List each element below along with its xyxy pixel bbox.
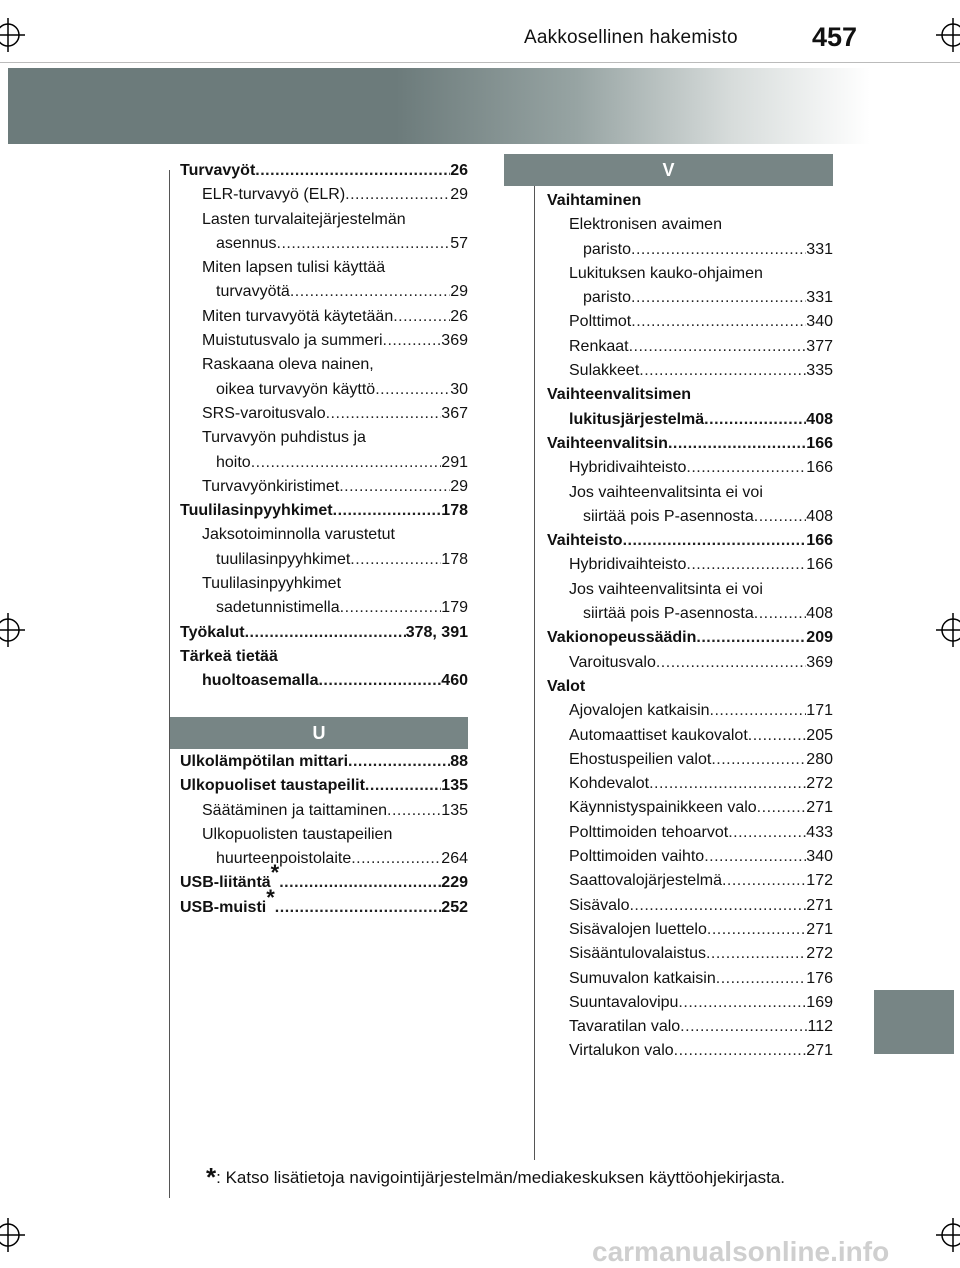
entry-term: SRS-varoitusvalo — [202, 404, 326, 422]
entry-term: Tuulilasinpyyhkimet — [180, 502, 333, 520]
entry-page: 271 — [806, 799, 833, 817]
index-entry — [180, 280, 468, 304]
footnote-star: * — [206, 1162, 217, 1192]
index-entry — [547, 238, 833, 262]
index-entry — [547, 213, 833, 237]
entry-page: 252 — [441, 898, 468, 916]
entry-term: Vakionopeussäädin — [547, 629, 697, 647]
header-divider — [0, 62, 960, 63]
index-entry — [180, 475, 468, 499]
entry-term: Suuntavalovipu — [569, 993, 679, 1011]
leader-dots — [631, 310, 806, 334]
leader-dots — [629, 894, 806, 918]
entry-term: Hybridivaihteisto — [569, 459, 687, 477]
leader-dots — [345, 183, 450, 207]
index-entry — [547, 699, 833, 723]
index-entry — [547, 310, 833, 334]
entry-term: huurteenpoistolaite — [216, 850, 352, 868]
leader-dots — [707, 918, 806, 942]
index-entry — [547, 845, 833, 869]
entry-term: Miten lapsen tulisi käyttää — [202, 259, 386, 277]
entry-page: 369 — [806, 653, 833, 671]
entry-term: siirtää pois P-asennosta — [583, 605, 754, 623]
index-entry — [547, 748, 833, 772]
entry-term: huoltoasemalla — [202, 672, 319, 690]
entry-term: hoito — [216, 453, 251, 471]
entry-term: Vaihtaminen — [547, 192, 642, 209]
crop-mark-bottom-right-icon — [936, 1218, 960, 1252]
entry-term: Tuulilasinpyyhkimet — [202, 575, 342, 593]
entry-page: 135 — [441, 801, 468, 819]
entry-term: Jaksotoiminnolla varustetut — [202, 526, 395, 544]
entry-term: Saattovalojärjestelmä — [569, 872, 722, 890]
index-entry — [180, 353, 468, 377]
entry-page: 166 — [806, 434, 833, 452]
crop-mark-top-left-icon — [0, 18, 25, 52]
entry-term: Tavaratilan valo — [569, 1018, 681, 1036]
index-entry — [180, 378, 468, 402]
leader-dots — [716, 967, 807, 991]
entry-term: Vaihteenvalitsin — [547, 434, 668, 452]
entry-page: 272 — [806, 775, 833, 793]
index-entry — [547, 626, 833, 650]
entry-page: 29 — [450, 186, 468, 204]
index-entry — [547, 189, 833, 213]
entry-page: 112 — [807, 1018, 833, 1036]
leader-dots — [255, 159, 450, 183]
section-band-u: U — [170, 717, 468, 749]
entry-page: 178 — [441, 550, 468, 568]
entry-page: 229 — [441, 874, 468, 892]
entry-term: Muistutusvalo ja summeri — [202, 332, 383, 350]
entry-term: Kohdevalot — [569, 775, 650, 793]
index-entry — [180, 183, 468, 207]
index-entry — [547, 796, 833, 820]
entry-page: 367 — [441, 404, 468, 422]
leader-dots — [631, 286, 806, 310]
index-entry — [180, 669, 468, 693]
index-entry — [180, 548, 468, 572]
entry-term: paristo — [583, 240, 632, 258]
entry-term: Virtalukon valo — [569, 1042, 674, 1060]
entry-page: 179 — [441, 599, 468, 617]
index-entry — [180, 596, 468, 620]
leader-dots — [245, 621, 406, 645]
entry-term: tuulilasinpyyhkimet — [216, 550, 351, 568]
leader-dots — [326, 402, 442, 426]
entry-page: 264 — [441, 850, 468, 868]
entry-page: 291 — [441, 453, 468, 471]
entry-term: Raskaana oleva nainen, — [202, 356, 374, 374]
leader-dots — [629, 335, 807, 359]
entry-page: 29 — [450, 283, 468, 301]
leader-dots — [649, 772, 806, 796]
index-entry — [547, 383, 833, 407]
index-entry — [547, 821, 833, 845]
index-entry — [547, 286, 833, 310]
index-entry — [180, 159, 468, 183]
entry-term: Vaihteisto — [547, 532, 623, 550]
index-entry — [547, 505, 833, 529]
entry-term: Turvavyöt — [180, 162, 256, 179]
entry-term: Jos vaihteenvalitsinta ei voi — [569, 580, 763, 598]
entry-page: 57 — [450, 234, 468, 252]
index-entry — [547, 894, 833, 918]
index-entry — [547, 869, 833, 893]
leader-dots — [754, 505, 807, 529]
entry-page: 331 — [806, 240, 833, 258]
entry-term: Varoitusvalo — [569, 653, 656, 671]
leader-dots — [333, 499, 442, 523]
entry-term: Hybridivaihteisto — [569, 556, 687, 574]
entry-term: Jos vaihteenvalitsinta ei voi — [569, 483, 763, 501]
index-entry — [547, 991, 833, 1015]
index-entry — [180, 860, 468, 895]
leader-dots — [387, 799, 441, 823]
entry-page: 271 — [806, 896, 833, 914]
index-entry — [547, 408, 833, 432]
entry-term: paristo — [583, 289, 632, 307]
index-entry — [180, 799, 468, 823]
entry-page: 378, 391 — [405, 623, 468, 641]
entry-term: turvavyötä — [216, 283, 290, 301]
index-entry — [547, 651, 833, 675]
chapter-side-tab — [874, 990, 954, 1054]
leader-dots — [722, 869, 806, 893]
index-entry — [180, 774, 468, 798]
entry-footnote-star: * — [270, 860, 280, 886]
entry-term: Ulkolämpötilan mittari — [180, 753, 349, 770]
index-entry — [547, 578, 833, 602]
leader-dots — [393, 305, 450, 329]
leader-dots — [696, 626, 806, 650]
entry-term: Sulakkeet — [569, 362, 640, 380]
entry-term: Elektronisen avaimen — [569, 216, 722, 234]
index-entry — [180, 750, 468, 774]
index-entry — [547, 772, 833, 796]
entry-term: USB-muisti — [180, 898, 267, 916]
leader-dots — [748, 724, 807, 748]
index-entry — [180, 256, 468, 280]
entry-term: Renkaat — [569, 337, 629, 355]
index-entry — [547, 359, 833, 383]
index-entry — [547, 1015, 833, 1039]
entry-page: 460 — [441, 672, 468, 690]
crop-mark-bottom-left-icon — [0, 1218, 25, 1252]
leader-dots — [350, 548, 441, 572]
leader-dots — [704, 408, 806, 432]
entry-term: Ehostuspeilien valot — [569, 750, 712, 768]
entry-page: 176 — [806, 969, 833, 987]
leader-dots — [674, 1039, 807, 1063]
index-entry — [180, 621, 468, 645]
leader-dots — [656, 651, 806, 675]
entry-page: 433 — [806, 823, 833, 841]
index-entry — [180, 329, 468, 353]
entry-term: Lasten turvalaitejärjestelmän — [202, 210, 406, 228]
index-entry — [547, 481, 833, 505]
leader-dots — [686, 553, 806, 577]
entry-page: 166 — [806, 556, 833, 574]
entry-page: 205 — [806, 726, 833, 744]
entry-page: 280 — [806, 750, 833, 768]
leader-dots — [757, 796, 807, 820]
leader-dots — [678, 991, 806, 1015]
index-entry — [547, 553, 833, 577]
entry-term: Tärkeä tietää — [180, 647, 278, 665]
index-entry — [180, 499, 468, 523]
index-entry — [180, 572, 468, 596]
entry-term: Vaihteenvalitsimen — [547, 386, 692, 404]
entry-page: 272 — [806, 945, 833, 963]
leader-dots — [318, 669, 441, 693]
index-entry — [180, 208, 468, 232]
leader-dots — [365, 774, 441, 798]
leader-dots — [339, 475, 450, 499]
index-entry — [180, 523, 468, 547]
entry-term: Työkalut — [180, 623, 245, 641]
leader-dots — [631, 238, 806, 262]
index-entry — [180, 884, 468, 920]
index-entry — [180, 426, 468, 450]
leader-dots — [348, 750, 450, 774]
index-entry — [547, 942, 833, 966]
left-column-entries — [180, 159, 468, 694]
entry-term: Sisävalo — [569, 896, 630, 914]
entry-page: 26 — [450, 162, 468, 179]
entry-term: Turvavyönkiristimet — [202, 477, 340, 495]
entry-page: 408 — [806, 605, 833, 623]
entry-page: 166 — [806, 532, 833, 550]
entry-term: lukitusjärjestelmä — [569, 410, 705, 428]
leader-dots — [711, 748, 806, 772]
leader-dots — [277, 232, 451, 256]
leader-dots — [728, 821, 806, 845]
entry-page: 135 — [441, 777, 468, 795]
leader-dots — [383, 329, 442, 353]
index-entry — [180, 645, 468, 669]
index-entry — [180, 402, 468, 426]
entry-term: Ajovalojen katkaisin — [569, 702, 710, 720]
leader-dots — [351, 847, 441, 871]
index-entry — [180, 847, 468, 871]
entry-term: Polttimoiden vaihto — [569, 848, 705, 866]
entry-page: 178 — [441, 502, 468, 520]
entry-page: 30 — [450, 380, 468, 398]
entry-page: 340 — [806, 313, 833, 331]
leader-dots — [668, 432, 806, 456]
entry-term: oikea turvavyön käyttö — [216, 380, 376, 398]
leader-dots — [680, 1015, 807, 1039]
left-column-u-entries — [180, 750, 468, 920]
index-entry — [180, 823, 468, 847]
entry-term: Lukituksen kauko-ohjaimen — [569, 264, 763, 282]
entry-page: 377 — [806, 337, 833, 355]
index-entry — [547, 724, 833, 748]
entry-page: 369 — [441, 332, 468, 350]
leader-dots — [340, 596, 442, 620]
entry-page: 172 — [806, 872, 833, 890]
leader-dots — [710, 699, 807, 723]
leader-dots — [686, 456, 806, 480]
center-column-rule — [534, 170, 535, 1160]
entry-term: Polttimot — [569, 313, 632, 331]
entry-term: siirtää pois P-asennosta — [583, 507, 754, 525]
leader-dots — [754, 602, 807, 626]
crop-mark-mid-left-icon — [0, 613, 25, 647]
index-entry — [547, 1039, 833, 1063]
entry-term: ELR-turvavyö (ELR) — [202, 186, 346, 204]
index-entry — [547, 675, 833, 699]
footnote-text: : Katso lisätietoja navigointijärjestelmän/mediakeskuksen käyttöohjekirjasta. — [216, 1168, 785, 1187]
entry-page: 271 — [806, 920, 833, 938]
entry-page: 171 — [806, 702, 833, 720]
entry-page: 166 — [806, 459, 833, 477]
section-band-v: V — [504, 154, 833, 186]
entry-term: Ulkopuoliset taustapeilit — [180, 777, 365, 795]
entry-term: asennus — [216, 234, 277, 252]
entry-term: Turvavyön puhdistus ja — [202, 429, 366, 447]
entry-term: Polttimoiden tehoarvot — [569, 823, 729, 841]
entry-page: 331 — [806, 289, 833, 307]
index-entry — [547, 262, 833, 286]
left-column-rule — [169, 170, 170, 1198]
entry-page: 271 — [806, 1042, 833, 1060]
entry-page: 335 — [806, 362, 833, 380]
index-entry — [547, 529, 833, 553]
index-entry — [547, 602, 833, 626]
entry-page: 340 — [806, 848, 833, 866]
entry-page: 209 — [806, 629, 833, 647]
entry-page: 88 — [450, 753, 468, 770]
entry-term: Käynnistyspainikkeen valo — [569, 799, 757, 817]
index-entry — [547, 456, 833, 480]
section-title: Aakkosellinen hakemisto — [524, 27, 738, 48]
leader-dots — [275, 896, 442, 920]
crop-mark-mid-right-icon — [936, 613, 960, 647]
leader-dots — [251, 451, 442, 475]
leader-dots — [290, 280, 450, 304]
entry-page: 29 — [450, 477, 468, 495]
entry-term: Miten turvavyötä käytetään — [202, 307, 394, 325]
entry-term: Sisääntulovalaistus — [569, 945, 706, 963]
entry-term: Säätäminen ja taittaminen — [202, 801, 387, 819]
entry-term: Valot — [547, 677, 586, 695]
index-entry — [180, 451, 468, 475]
header-band — [8, 68, 870, 144]
entry-footnote-star: * — [266, 884, 275, 910]
leader-dots — [623, 529, 807, 553]
index-entry — [547, 335, 833, 359]
entry-term: Ulkopuolisten taustapeilien — [202, 825, 393, 843]
entry-term: sadetunnistimella — [216, 599, 340, 617]
entry-page: 26 — [450, 307, 468, 325]
index-entry — [547, 432, 833, 456]
watermark: carmanualsonline.info — [592, 1236, 890, 1267]
entry-term: Sisävalojen luettelo — [569, 920, 707, 938]
crop-mark-top-right-icon — [936, 18, 960, 52]
leader-dots — [639, 359, 806, 383]
right-column-entries — [547, 189, 833, 1064]
index-entry — [180, 305, 468, 329]
entry-term: Sumuvalon katkaisin — [569, 969, 716, 987]
entry-term: Automaattiset kaukovalot — [569, 726, 748, 744]
entry-page: 408 — [806, 507, 833, 525]
leader-dots — [706, 942, 806, 966]
leader-dots — [375, 378, 450, 402]
page-number: 457 — [812, 22, 858, 52]
entry-page: 169 — [806, 993, 833, 1011]
leader-dots — [704, 845, 806, 869]
index-entry — [180, 232, 468, 256]
footnote — [206, 1159, 785, 1190]
entry-term: USB-liitäntä — [180, 874, 271, 892]
entry-page: 408 — [806, 410, 833, 428]
index-entry — [547, 918, 833, 942]
leader-dots — [279, 871, 441, 895]
index-entry — [547, 967, 833, 991]
